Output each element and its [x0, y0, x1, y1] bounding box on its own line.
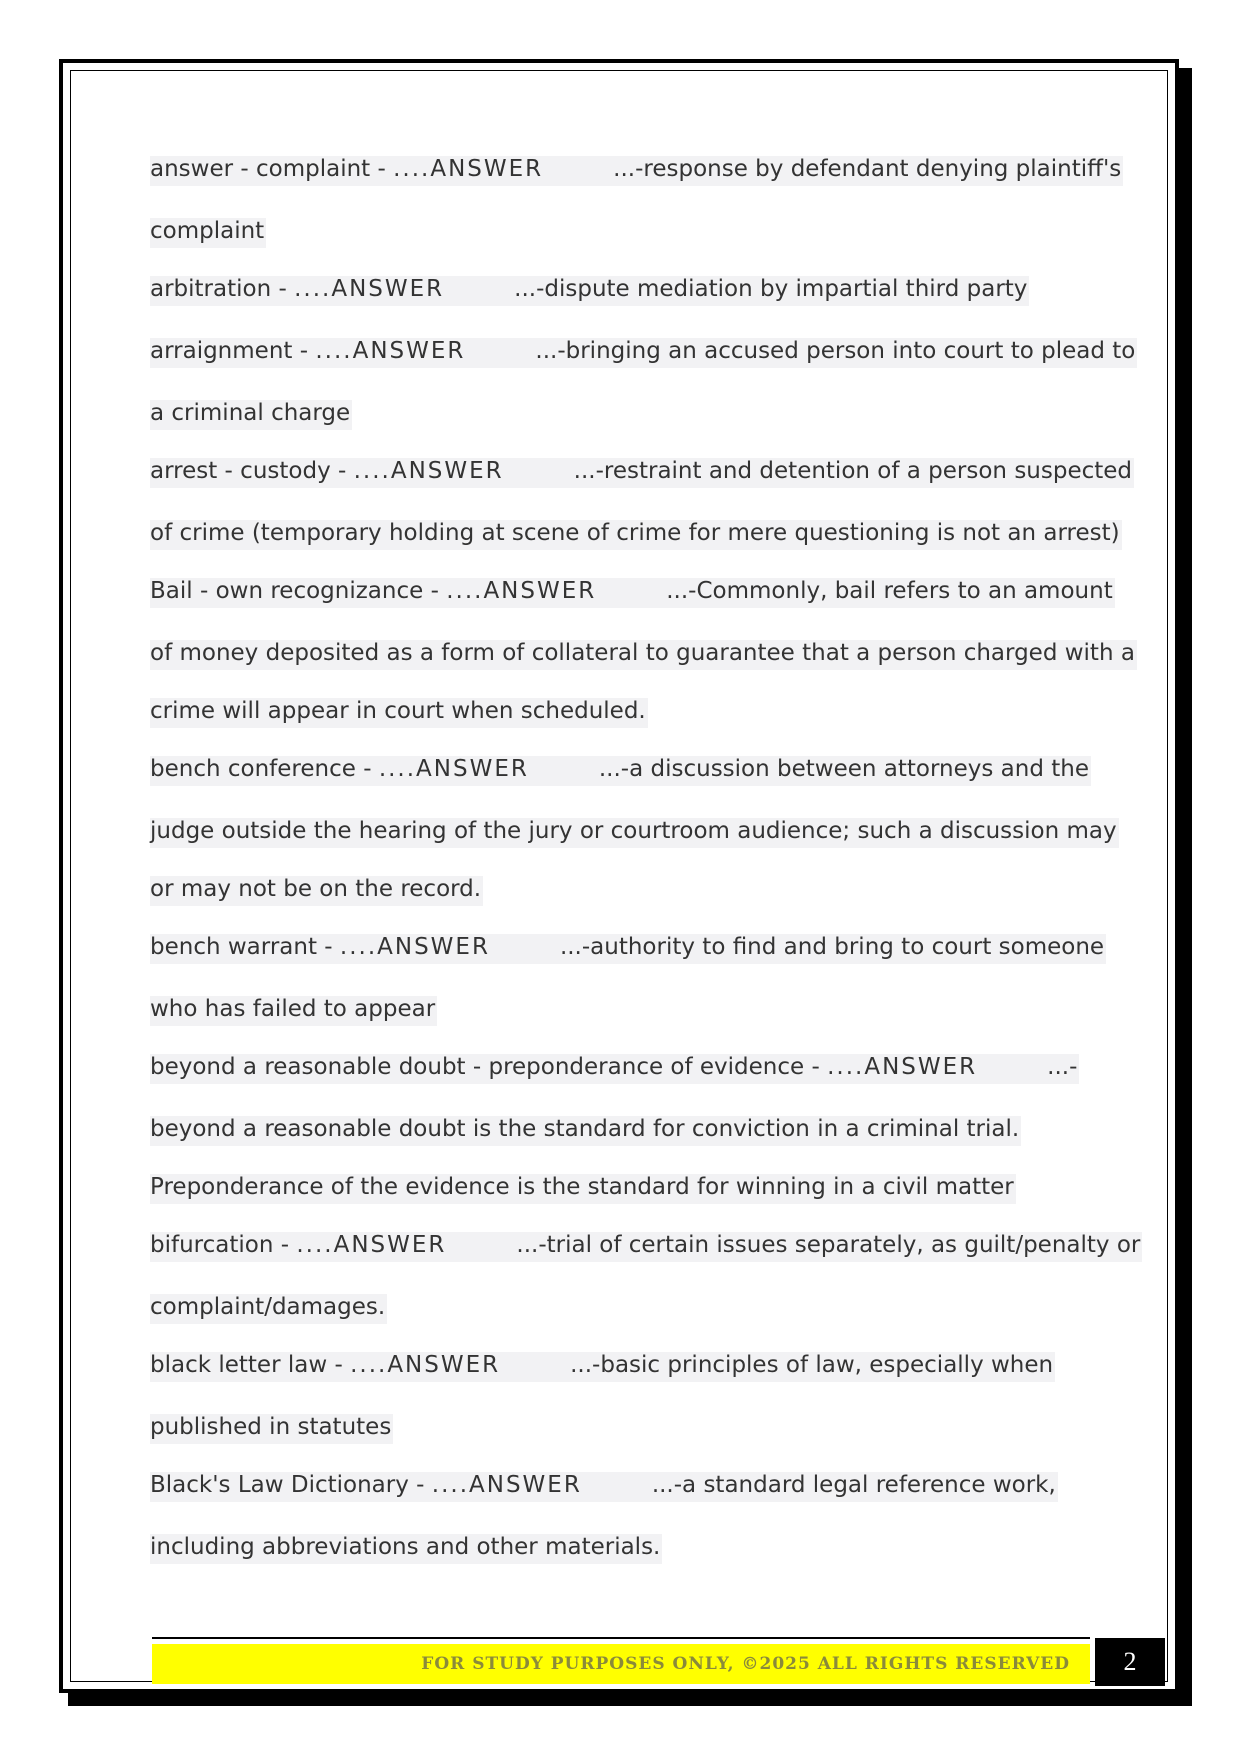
- entry-continuation-line: [150, 865, 1090, 923]
- entry-term: bench warrant -: [150, 934, 340, 960]
- entry-first-line: [150, 1232, 1142, 1262]
- entry-definition: ...-Commonly, bail refers to an amount: [666, 578, 1113, 604]
- entry-definition: ...-: [1047, 1054, 1078, 1080]
- glossary-entry: [150, 1043, 1090, 1105]
- entry-first-line: [150, 338, 1137, 368]
- entry-first-line: [150, 1352, 1055, 1382]
- entry-definition: ...-response by defendant denying plaintiff's: [613, 156, 1122, 182]
- page-number: 2: [1095, 1638, 1165, 1686]
- glossary-entry: [150, 447, 1133, 509]
- entry-continuation-text: a criminal charge: [150, 400, 352, 430]
- entry-term: beyond a reasonable doubt - preponderance of evidence -: [150, 1054, 828, 1080]
- entry-continuation-text: of money deposited as a form of collateral to guarantee that a person charged with a: [150, 640, 1137, 670]
- entry-continuation-text: complaint: [150, 218, 266, 248]
- entry-first-line: [150, 156, 1123, 186]
- entry-answer-label: ....ANSWER: [378, 756, 529, 782]
- entry-answer-label: ....ANSWER: [431, 1472, 582, 1498]
- entry-continuation-line: [150, 629, 1135, 687]
- entry-continuation-text: judge outside the hearing of the jury or courtroom audience; such a discussion may: [150, 818, 1119, 848]
- entry-continuation-line: [150, 1403, 1090, 1461]
- entry-continuation-text: including abbreviations and other materials.: [150, 1534, 662, 1564]
- entry-continuation-text: who has failed to appear: [150, 996, 437, 1026]
- entry-term: arraignment -: [150, 338, 316, 364]
- footer-bar: [152, 1644, 1090, 1684]
- entry-answer-label: ....ANSWER: [353, 458, 504, 484]
- entry-first-line: [150, 1054, 1079, 1084]
- entry-continuation-line: [150, 1105, 1090, 1163]
- entry-answer-label: ....ANSWER: [296, 1232, 447, 1258]
- entry-first-line: [150, 458, 1134, 488]
- entry-term: bifurcation -: [150, 1232, 297, 1258]
- entry-continuation-line: [150, 207, 1090, 265]
- entry-first-line: [150, 934, 1106, 964]
- entry-answer-label: ....ANSWER: [315, 338, 466, 364]
- entry-answer-label: ....ANSWER: [294, 276, 445, 302]
- glossary-content: [150, 145, 1141, 1581]
- glossary-entry: [150, 745, 1090, 807]
- entry-first-line: [150, 578, 1115, 608]
- glossary-entry: [150, 567, 1113, 629]
- entry-term: Black's Law Dictionary -: [150, 1472, 432, 1498]
- glossary-entry: [150, 265, 1090, 327]
- entry-term: arbitration -: [150, 276, 295, 302]
- entry-answer-label: ....ANSWER: [393, 156, 544, 182]
- entry-continuation-line: [150, 807, 1117, 865]
- entry-continuation-text: beyond a reasonable doubt is the standard for conviction in a criminal trial.: [150, 1116, 1021, 1146]
- entry-term: bench conference -: [150, 756, 379, 782]
- entry-first-line: [150, 276, 1029, 306]
- entry-continuation-line: [150, 389, 1090, 447]
- entry-definition: ...-trial of certain issues separately, as guilt/penalty or: [516, 1232, 1141, 1258]
- glossary-entry: [150, 923, 1105, 985]
- glossary-entry: [150, 145, 1122, 207]
- entry-term: black letter law -: [150, 1352, 351, 1378]
- entry-answer-label: ....ANSWER: [339, 934, 490, 960]
- entry-answer-label: ....ANSWER: [350, 1352, 501, 1378]
- entry-continuation-line: [150, 509, 1120, 567]
- glossary-entry: [150, 327, 1136, 389]
- glossary-entry: [150, 1461, 1090, 1523]
- entry-first-line: [150, 1472, 1058, 1502]
- entry-definition: ...-basic principles of law, especially when: [570, 1352, 1054, 1378]
- entry-continuation-text: Preponderance of the evidence is the standard for winning in a civil matter: [150, 1174, 1016, 1204]
- footer-notice: FOR STUDY PURPOSES ONLY, ©2025 ALL RIGHTS RESERVED: [421, 1654, 1070, 1674]
- entry-continuation-text: complaint/damages.: [150, 1294, 387, 1324]
- entry-continuation-line: [150, 1523, 1090, 1581]
- entry-continuation-line: [150, 687, 1090, 745]
- entry-definition: ...-authority to find and bring to court someone: [559, 934, 1105, 960]
- entry-term: Bail - own recognizance -: [150, 578, 447, 604]
- entry-continuation-line: [150, 1283, 1090, 1341]
- entry-continuation-text: of crime (temporary holding at scene of crime for mere questioning is not an arrest): [150, 520, 1122, 550]
- entry-continuation-line: [150, 1163, 1090, 1221]
- entry-continuation-text: published in statutes: [150, 1414, 393, 1444]
- entry-term: answer - complaint -: [150, 156, 394, 182]
- entry-first-line: [150, 756, 1091, 786]
- entry-continuation-text: crime will appear in court when scheduled.: [150, 698, 648, 728]
- entry-answer-label: ....ANSWER: [827, 1054, 978, 1080]
- entry-answer-label: ....ANSWER: [446, 578, 597, 604]
- entry-definition: ...-bringing an accused person into court to plead to: [535, 338, 1136, 364]
- glossary-entry: [150, 1221, 1141, 1283]
- glossary-entry: [150, 1341, 1090, 1403]
- entry-continuation-text: or may not be on the record.: [150, 876, 483, 906]
- entry-term: arrest - custody -: [150, 458, 354, 484]
- entry-definition: ...-a standard legal reference work,: [651, 1472, 1056, 1498]
- entry-definition: ...-dispute mediation by impartial third party: [514, 276, 1028, 302]
- entry-definition: ...-restraint and detention of a person suspected: [573, 458, 1133, 484]
- entry-continuation-line: [150, 985, 1090, 1043]
- footer-rule: [152, 1637, 1090, 1639]
- entry-definition: ...-a discussion between attorneys and the: [598, 756, 1089, 782]
